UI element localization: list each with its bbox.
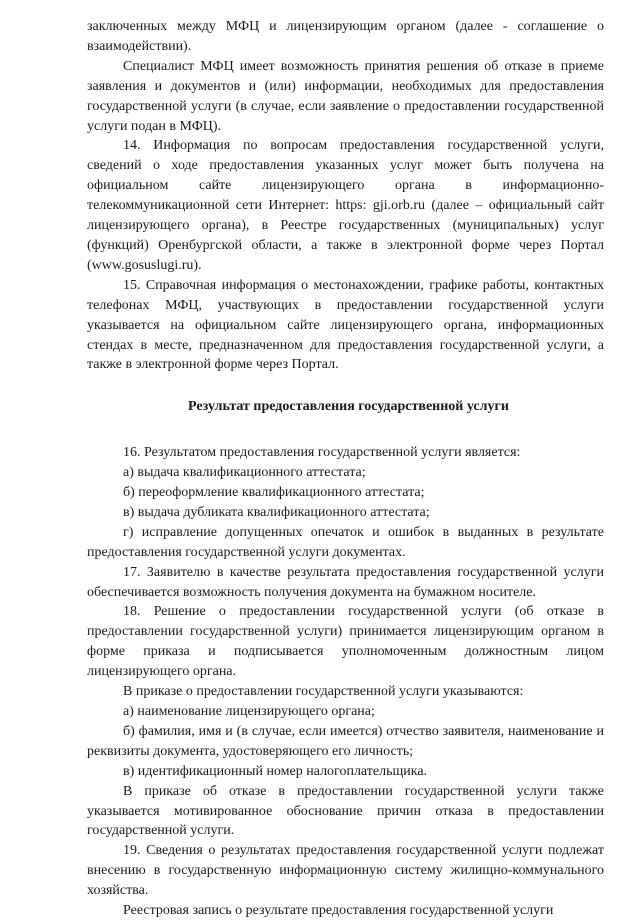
paragraph-19-registry: Реестровая запись о результате предоставления государственной услуги — [123, 903, 554, 919]
paragraph-19: 19. Сведения о результатах предоставления государственной услуги подлежат внесению в государственную информационную систему жилищно-коммунального хозяйства. — [87, 843, 604, 899]
list-item-16a: а) выдача квалификационного аттестата; — [123, 465, 366, 481]
paragraph-agreement: заключенных между МФЦ и лицензирующим органом (далее - соглашение о взаимодействии). — [87, 19, 604, 54]
list-item-18c: в) идентификационный номер налогоплательщика. — [123, 763, 428, 779]
paragraph-18-intro: В приказе о предоставлении государственной услуги указываются: — [123, 684, 524, 700]
section-heading: Результат предоставления государственной услуги — [188, 399, 509, 415]
paragraph-15: 15. Справочная информация о местонахождении, графике работы, контактных телефонах МФЦ, участвующих в предоставлении государственной услуги указывается на официальном сайте лицензирующего органа, информационных стендах в месте, предназначенном для предоставления государственной услуги, а также в электронной форме через Портал. — [87, 277, 604, 373]
paragraph-mfc-refusal: Специалист МФЦ имеет возможность принятия решения об отказе в приеме заявления и документов и (или) информации, необходимых для предоставления государственной услуги (в случае, если заявление о предоставлении государственной услуги подан в МФЦ). — [87, 58, 604, 134]
list-item-18a: а) наименование лицензирующего органа; — [123, 704, 375, 719]
paragraph-14: 14. Информация по вопросам предоставления государственной услуги, сведений о ходе предоставления указанных услуг может быть получена на официальном сайте лицензирующего органа в информационно-телекоммуникационной сети Интернет: https: gji.orb.ru (далее – официальный сайт лицензирующего органа), в Реестре государственных (муниципальных) услуг (функций) Оренбургской области, а также в электронной форме через Портал (www.gosuslugi.ru). — [87, 138, 604, 273]
list-item-18b: б) фамилия, имя и (в случае, если имеется) отчество заявителя, наименование и реквизиты документа, удостоверяющего его личность; — [87, 723, 604, 759]
paragraph-16: 16. Результатом предоставления государственной услуги является: — [123, 445, 521, 461]
list-item-16d: г) исправление допущенных опечаток и ошибок в выданных в результате предоставления государственной услуги документах. — [87, 524, 604, 560]
paragraph-18: 18. Решение о предоставлении государственной услуги (об отказе в предоставлении государственной услуги) принимается лицензирующим органом в форме приказа и подписывается уполномоченным должностным лицом лицензирующего органа. — [87, 604, 604, 680]
paragraph-17: 17. Заявителю в качестве результата предоставления государственной услуги обеспечивается возможность получения документа на бумажном носителе. — [87, 564, 604, 600]
paragraph-18-refusal: В приказе об отказе в предоставлении государственной услуги также указывается мотивированное обоснование причин отказа в предоставлении государственной услуги. — [87, 783, 604, 839]
list-item-16b: б) переоформление квалификационного аттестата; — [123, 485, 425, 501]
list-item-16c: в) выдача дубликата квалификационного аттестата; — [123, 504, 430, 520]
